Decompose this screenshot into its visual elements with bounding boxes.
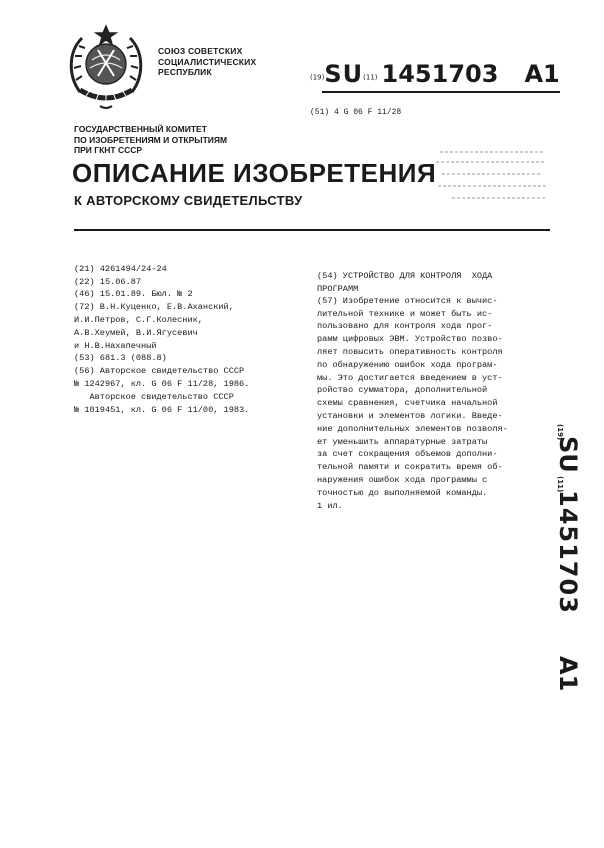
abstract-line: (57) Изобретение относится к вычис- xyxy=(317,295,498,306)
country-line: СОЮЗ СОВЕТСКИХ xyxy=(158,46,243,56)
country-line: РЕСПУБЛИК xyxy=(158,67,212,77)
biblio-line: А.В.Хеумей, В.И.Ягусевич xyxy=(74,327,198,338)
biblio-line: и Н.В.Нахапечный xyxy=(74,340,157,351)
document-subtitle: К АВТОРСКОМУ СВИДЕТЕЛЬСТВУ xyxy=(74,193,303,208)
committee-name xyxy=(74,124,227,156)
kind-code: A1 xyxy=(524,60,560,88)
patent-number-block xyxy=(310,60,560,88)
invention-title-line: (54) УСТРОЙСТВО ДЛЯ КОНТРОЛЯ ХОДА xyxy=(317,270,493,281)
biblio-line: (22) 15.06.87 xyxy=(74,276,142,287)
side-kind-code: A1 xyxy=(554,656,582,692)
patent-number-underline xyxy=(322,91,560,93)
abstract-line: пользовано для контроля хода прог- xyxy=(317,321,493,332)
biblio-line: И.И.Петров, С.Г.Колесник, xyxy=(74,314,203,325)
committee-line: ГОСУДАРСТВЕННЫЙ КОМИТЕТ xyxy=(74,124,207,134)
abstract-line: ройство сумматора, дополнительной xyxy=(317,385,488,396)
invention-title-line: ПРОГРАММ xyxy=(317,283,359,294)
biblio-line: (21) 4261494/24-24 xyxy=(74,263,167,274)
abstract-line: схемы сравнения, счетчика начальной xyxy=(317,398,498,409)
abstract-line: мы. Это достигается введением в уст- xyxy=(317,372,503,383)
section-divider xyxy=(74,229,550,231)
side-patent-number: 1451703 xyxy=(554,490,582,614)
biblio-line: № 1019451, кл. G 06 F 11/00, 1983. xyxy=(74,404,250,415)
country-code: SU xyxy=(324,60,364,88)
side-country-code: SU xyxy=(554,436,582,473)
side-field-code-19: (19) xyxy=(556,424,564,441)
side-patent-label xyxy=(548,424,590,694)
country-name xyxy=(158,46,256,78)
bibliographic-data xyxy=(74,250,249,429)
abstract-line: рамм цифровых ЭВМ. Устройство позво- xyxy=(317,334,503,345)
abstract-line: за счет сокращения объемов дополни- xyxy=(317,449,498,460)
document-title: ОПИСАНИЕ ИЗОБРЕТЕНИЯ xyxy=(72,158,437,188)
biblio-line: (46) 15.01.89. Бюл. № 2 xyxy=(74,289,193,300)
abstract-line: установки и элементов логики. Введе- xyxy=(317,410,503,421)
abstract-line: по обнаружению ошибок хода програм- xyxy=(317,359,498,370)
patent-number: 1451703 xyxy=(381,60,499,88)
biblio-line: Авторское свидетельство СССР xyxy=(74,391,234,402)
country-line: СОЦИАЛИСТИЧЕСКИХ xyxy=(158,56,257,67)
committee-line: ПРИ ГКНТ СССР xyxy=(74,145,143,155)
field-code-19: (19) xyxy=(310,73,325,82)
library-stamp-icon xyxy=(432,140,550,210)
abstract-line: 1 ил. xyxy=(317,500,343,511)
abstract-line: ет уменьшить аппаратурные затраты xyxy=(317,436,488,447)
abstract-line: тельной памяти и сократить время об- xyxy=(317,462,503,473)
abstract-line: ляет повысить оперативность контроля xyxy=(317,346,503,357)
field-code-11: (11) xyxy=(363,73,378,82)
abstract-line: наружения ошибок хода программы с xyxy=(317,474,488,485)
state-emblem-icon xyxy=(66,20,146,112)
abstract-line: лительной технике и может быть ис- xyxy=(317,308,493,319)
abstract-line: точностью до выполняемой команды. xyxy=(317,487,488,498)
biblio-line: (72) В.Н.Куценко, Е.В.Аханский, xyxy=(74,302,234,313)
abstract-text xyxy=(317,282,547,525)
committee-line: ПО ИЗОБРЕТЕНИЯМ И ОТКРЫТИЯМ xyxy=(74,134,228,145)
biblio-line: (56) Авторское свидетельство СССР xyxy=(74,366,245,377)
ipc-classification: (51) 4 G 06 F 11/28 xyxy=(310,108,402,117)
biblio-line: (53) 681.3 (088.8) xyxy=(74,353,167,364)
abstract-line: ние дополнительных элементов позволя- xyxy=(317,423,508,434)
side-field-code-11: (11) xyxy=(556,476,564,493)
biblio-line: № 1242967, кл. G 06 F 11/28, 1986. xyxy=(74,378,250,389)
